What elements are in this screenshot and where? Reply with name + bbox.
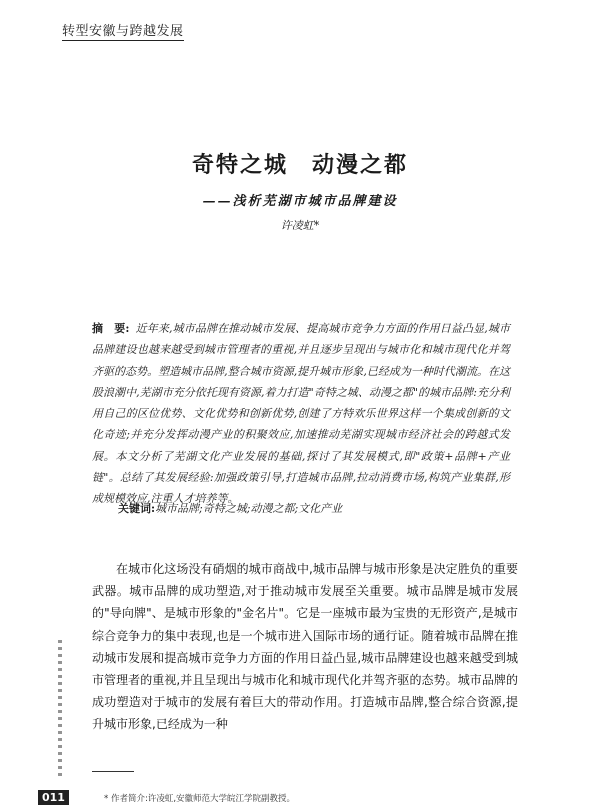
body-paragraph: 在城市化这场没有硝烟的城市商战中,城市品牌与城市形象是决定胜负的重要武器。城市品牌的成功塑造,对于推动城市发展至关重要。城市品牌是城市发展的"导向牌"、是城市形象的"金名片"。它是一座城市最为宝贵的无形资产,是城市综合竞争力的集中表现,也是一个城市进入国际市场的通行证。随着城市品牌在推动城市发展和提高城市竞争力方面的作用日益凸显,城市品牌建设也越来越受到城市管理者的重视,并且呈现出与城市化和城市现代化并驾齐驱的态势。城市品牌的成功塑造对于城市的发展有着巨大的带动作用。打造城市品牌,整合综合资源,提升城市形象,已经成为一种: [92, 562, 518, 732]
abstract-text: 近年来,城市品牌在推动城市发展、提高城市竞争力方面的作用日益凸显,城市品牌建设也越来越受到城市管理者的重视,并且逐步呈现出与城市化和城市现代化并驾齐驱的态势。塑造城市品牌,整合城市资源,提升城市形象,已经成为一种时代潮流。在这股浪潮中,芜湖市充分依托现有资源,着力打造"奇特之城、动漫之都"的城市品牌:充分利用自己的区位优势、文化优势和创新优势,创建了方特欢乐世界这样一个集成创新的文化奇迹;并充分发挥动漫产业的积聚效应,加速推动芜湖实现城市经济社会的跨越式发展。本文分析了芜湖文化产业发展的基础,探讨了其发展模式,即"政策+品牌+产业链"。总结了其发展经验:加强政策引导,打造城市品牌,拉动消费市场,构筑产业集群,形成规模效应,注重人才培养等。: [92, 322, 510, 506]
scan-edge-marks: [58, 640, 62, 780]
keywords-text: 城市品牌;奇特之城;动漫之都;文化产业: [155, 502, 343, 515]
article-subtitle: ——浅析芜湖市城市品牌建设: [202, 194, 398, 209]
footnote: * 作者简介:许凌虹,安徽师范大学皖江学院副教授。: [104, 794, 296, 804]
author-name: 许凌虹*: [280, 219, 320, 232]
abstract: [92, 318, 510, 510]
page-number: 011: [38, 790, 69, 805]
keywords-label: 关键词:: [118, 502, 156, 515]
title-part-2: 动漫之都: [312, 152, 409, 178]
article-title: [0, 148, 600, 179]
title-part-1: 奇特之城: [191, 152, 288, 178]
footnote-divider: [92, 771, 134, 772]
abstract-label: 摘 要:: [92, 322, 130, 335]
keywords: [118, 500, 518, 516]
running-header: 转型安徽与跨越发展: [62, 20, 184, 41]
